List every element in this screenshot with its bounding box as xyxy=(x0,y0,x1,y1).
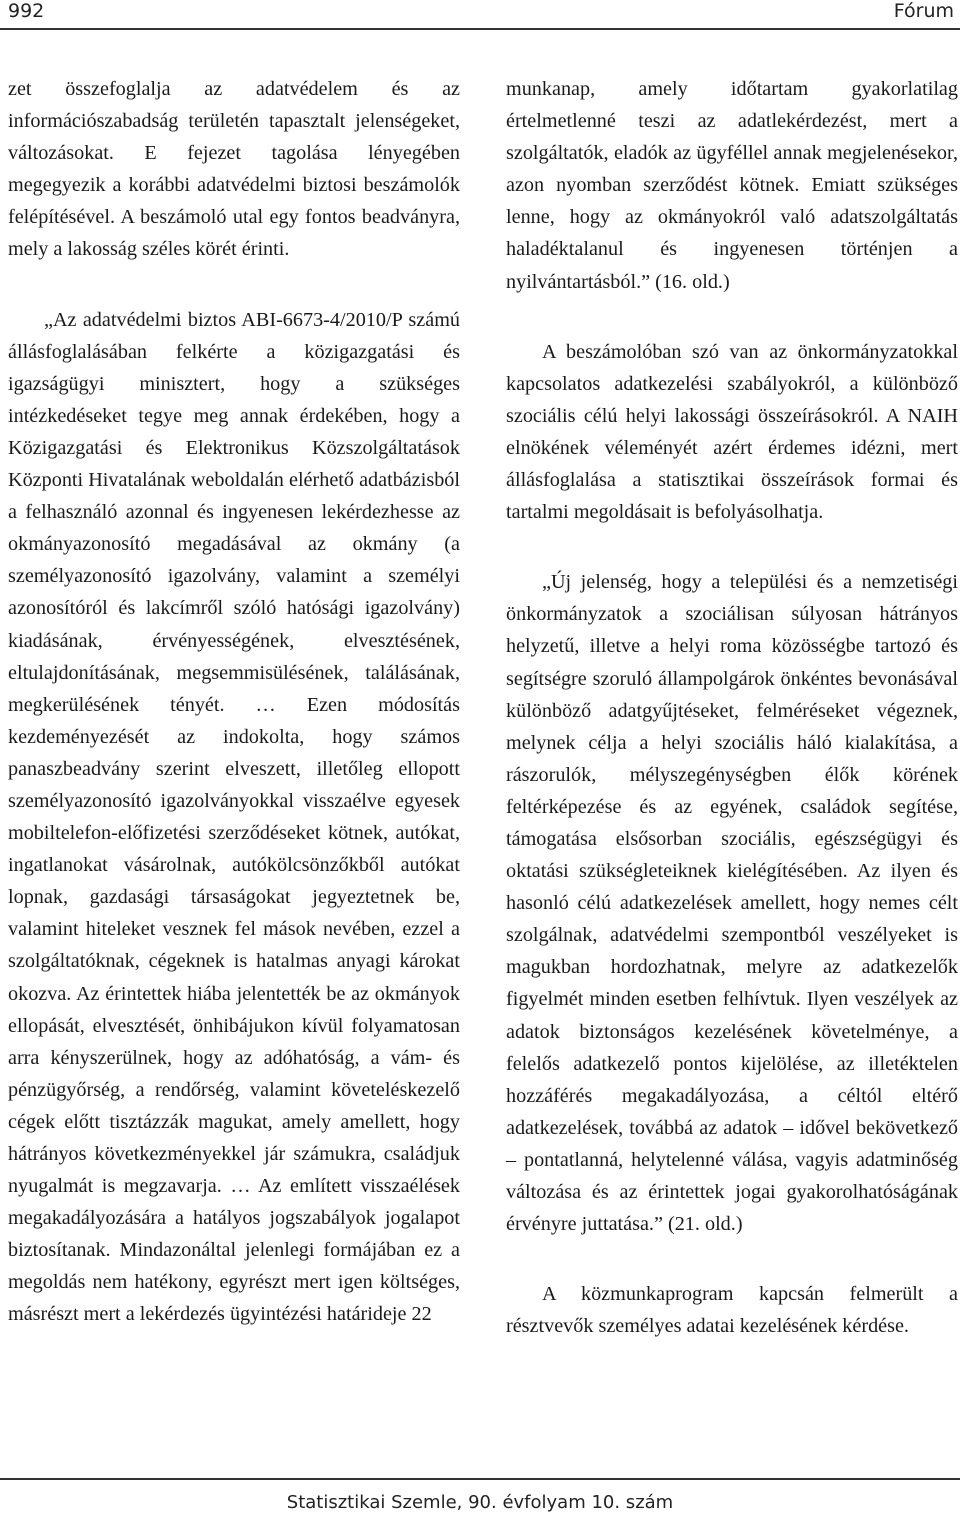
right-quote-paragraph: „Új jelenség, hogy a települési és a nemzetiségi önkormányzatok a szociálisan súlyosan hátrányos helyzetű, illetve a helyi roma közösségbe tartozó és segítségre szoruló állampolgárok önkéntes bevonásával különböző adatgyűjtéseket, felméréseket végeznek, melynek célja a helyi szociális háló kialakítása, a rászorulók, mélyszegénységben élők körének feltérképezése és az egyének, családok segítése, támogatása elsősorban szociális, egészségügyi és oktatási szükségleteiknek kielégítésében. Az ilyen és hasonló célú adatkezelések amellett, hogy nemes célt szolgálnak, adatvédelmi szempontból veszélyeket is magukban hordozhatnak, melyre az adatkezelők figyelmét minden esetben felhívtuk. Ilyen veszélyek az adatok biztonságos kezelésének követelménye, a felelős adatkezelő pontos kijelölése, az illetéktelen hozzáférés megakadályozása, a céltól eltérő adatkezelések, továbbá az adatok – idővel bekövetkező – pontatlanná, helytelenné válása, vagyis adatminőség változása és az érintettek jogai gyakorolhatóságának érvényre juttatása.” (21. old.) xyxy=(506,571,958,1236)
left-column xyxy=(8,73,460,1331)
left-quote-paragraph: „Az adatvédelmi biztos ABI-6673-4/2010/P számú állásfoglalásában felkérte a közigazgatási és igazságügyi minisztert, hogy a szükséges intézkedéseket tegye meg annak érdekében, hogy a Közigazgatási és Elektronikus Közszolgáltatások Központi Hivatalának weboldalán elérhető adatbázisból a felhasználó azonnal és ingyenesen lekérdezhesse az okmányazonosító megadásával az okmány (a személyazonosító igazolvány, valamint a személyi azonosítóról és lakcímről szóló hatósági igazolvány) kiadásának, érvényességének, elvesztésének, eltulajdonításának, megsemmisülésének, találásának, megkerülésének tényét. … Ezen módosítás kezdeményezését az indokolta, hogy számos panaszbeadvány szerint elveszett, illetőleg ellopott személyazonosító igazolványokkal visszaélve egyesek mobiltelefon-előfizetési szerződéseket kötnek, autókat, ingatlanokat vásárolnak, autókölcsönzőkből autókat lopnak, gazdasági társaságokat jegyeztetnek be, valamint hiteleket vesznek fel mások nevében, ezzel a szolgáltatóknak, cégeknek is hatalmas anyagi károkat okozva. Az érintettek hiába jelentették be az okmányok ellopását, elvesztését, önhibájukon kívül folyamatosan arra kényszerülnek, hogy az adóhatóság, a vám- és pénzügyőrség, a rendőrség, valamint követeléskezelő cégek előtt tisztázzák magukat, amely amellett, hogy hátrányos következményekkel jár számukra, családjuk nyugalmát is megzavarja. … Az említett visszaélések megakadályozására a hatályos jogszabályok jogalapot biztosítanak. Mindazonáltal jelenlegi formájában ez a megoldás nem hatékony, egyrészt mert igen költséges, másrészt mert a lekérdezés ügyintézési határideje 22 xyxy=(8,308,460,1326)
right-paragraph-4: A közmunkaprogram kapcsán felmerült a résztvevők személyes adatai kezelésének kérdése. xyxy=(506,1283,958,1338)
section-title: Fórum xyxy=(893,0,954,22)
right-paragraph-2: A beszámolóban szó van az önkormányzatokkal kapcsolatos adatkezelési szabályokról, a különböző szociális célú helyi lakossági összeírásokról. A NAIH elnökének véleményét azért érdemes idézni, mert állásfoglalása a statisztikai összeírások formai és tartalmi megoldásait is befolyásolhatja. xyxy=(506,340,958,524)
header-rule xyxy=(0,28,960,30)
page-number: 992 xyxy=(8,0,45,22)
footer-rule xyxy=(0,1478,960,1480)
left-paragraph-1: zet összefoglalja az adatvédelem és az információszabadság területén tapasztalt jelenségeket, változásokat. E fejezet tagolása lényegében megegyezik a korábbi adatvédelmi biztosi beszámolók felépítésével. A beszámoló utal egy fontos beadványra, mely a lakosság széles körét érinti. xyxy=(8,78,460,261)
right-column xyxy=(506,73,958,1342)
right-paragraph-1: munkanap, amely időtartam gyakorlatilag értelmetlenné teszi az adatlekérdezést, mert a szolgáltatók, eladók az ügyféllel annak megjelenésekor, azon nyomban szerződést kötnek. Emiatt szükséges lenne, hogy az okmányokról való adatszolgáltatás haladéktalanul és ingyenesen történjen a nyilvántartásból.” (16. old.) xyxy=(506,78,958,293)
page-footer: Statisztikai Szemle, 90. évfolyam 10. szám xyxy=(286,1492,674,1513)
page-header xyxy=(0,0,960,28)
